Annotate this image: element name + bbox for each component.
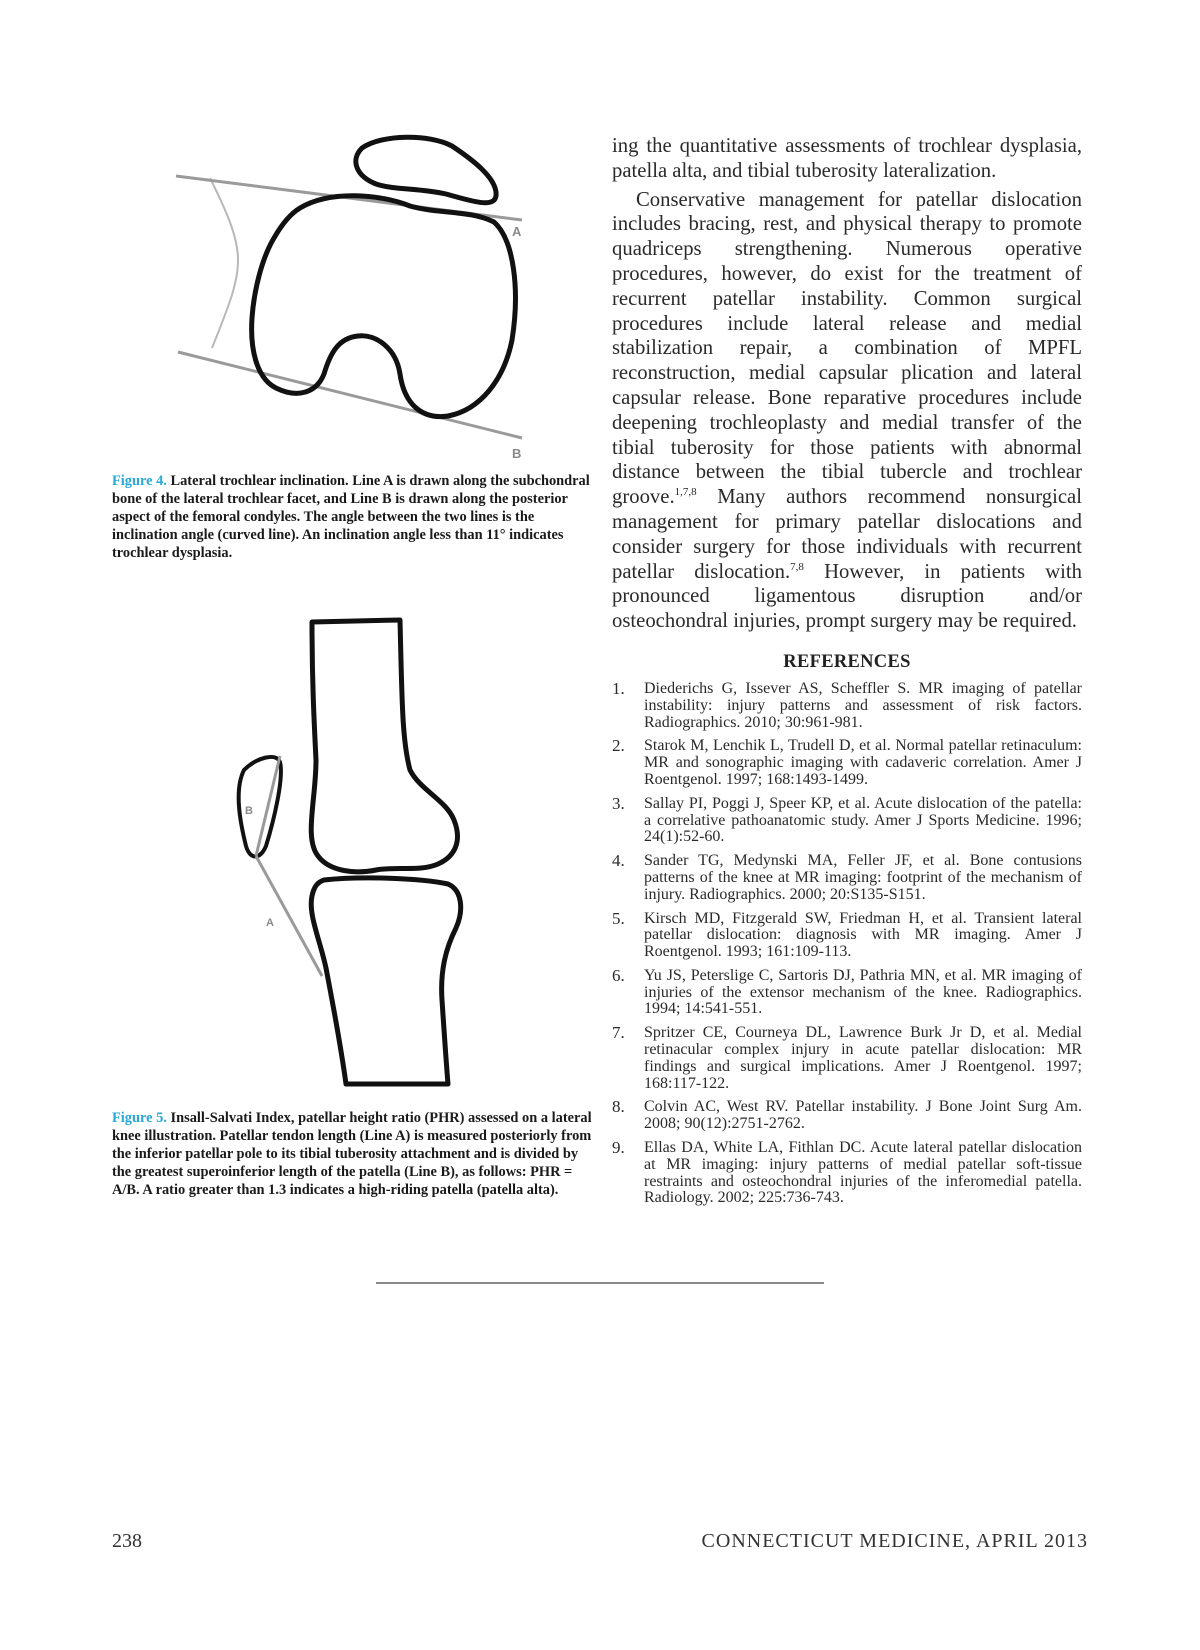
reference-text: Sander TG, Medynski MA, Feller JF, et al. Bone contusions patterns of the knee at MR imaging: footprint of the mechanism of injury. Radiographics. 2000; 20:S135-S151. [644,852,1082,903]
line-a-label: A [512,224,522,239]
reference-number: 6. [612,965,625,985]
reference-number: 3. [612,793,625,813]
reference-text: Sallay PI, Poggi J, Speer KP, et al. Acute dislocation of the patella: a correlative pathoanatomic study. Amer J Sports Medicine. 1996; 24(1):52-60. [644,794,1082,846]
body-paragraph-2-part-1: Conservative management for patellar dislocation includes bracing, rest, and physical therapy to promote quadriceps strengthening. Numerous operative procedures, however, do exist for the treatment of recurrent patellar instability. Common surgical procedures include lateral release and medial stabilization repair, a combination of MPFL reconstruction, medial capsular plication and lateral capsular release. Bone reparative procedures include deepening trochleoplasty and medial transfer of the tibial tuberosity for those patients with abnormal distance between the tibial tubercle and trochlear groove. [612,188,1082,509]
right-column [612,134,1082,1214]
reference-number: 1. [612,678,625,698]
reference-number: 2. [612,736,625,756]
reference-number: 4. [612,851,625,871]
patella-outline [356,137,496,203]
reference-text: Spritzer CE, Courneya DL, Lawrence Burk Jr D, et al. Medial retinacular complex injury in acute patellar dislocation: MR findings and surgical implications. Amer J Roentgenol. 1997; 168:117-122. [644,1024,1082,1092]
femoral-condyles-outline [252,196,516,417]
line-b-label: B [512,446,522,461]
femur-outline [311,620,457,872]
reference-item [612,793,1082,846]
reference-number: 8. [612,1097,625,1117]
inclination-angle-curve [210,178,238,348]
reference-text: Yu JS, Peterslige C, Sartoris DJ, Pathria MN, et al. MR imaging of injuries of the extensor mechanism of the knee. Radiographics. 1994; 14:541-551. [644,966,1082,1018]
line-b [178,352,522,438]
line-b-label: B [245,805,253,817]
reference-item [612,1099,1082,1133]
figure-5-caption-text: Insall-Salvati Index, patellar height ratio (PHR) assessed on a lateral knee illustration. Patellar tendon length (Line A) is measured posteriorly from the inferior patellar pole to its tibial tuberosity attachment and is divided by the greatest superoinferior length of the patella (Line B), as follows: PHR = A/B. A ratio greater than 1.3 indicates a high-riding patella (patella alta). [112,1110,592,1198]
citation-superscript-1: 1,7,8 [674,486,697,499]
body-paragraph-2-part-2: Many authors recommend nonsurgical management for primary patellar dislocations and consider surgery for those individuals with recurrent patellar dislocation. [612,486,1082,583]
figure-4-label: Figure 4. [112,473,167,489]
line-a-label: A [266,917,274,929]
figure-5-caption [112,1109,592,1199]
figure-4-caption [112,472,592,562]
reference-text: Colvin AC, West RV. Patellar instability. J Bone Joint Surg Am. 2008; 90(12):2751-2762. [644,1098,1082,1133]
reference-number: 7. [612,1023,625,1043]
body-paragraph-1: ing the quantitative assessments of trochlear dysplasia, patella alta, and tibial tuberosity lateralization. [612,135,1082,182]
figure-4-caption-text: Lateral trochlear inclination. Line A is drawn along the subchondral bone of the lateral trochlear facet, and Line B is drawn along the posterior aspect of the femoral condyles. The angle between the two lines is the inclination angle (curved line). An inclination angle less than 11° indicates trochlear dysplasia. [112,473,590,561]
reference-item [612,908,1082,961]
reference-item [612,678,1082,731]
reference-item [612,1140,1082,1207]
citation-superscript-2: 7,8 [790,560,804,573]
reference-number: 5. [612,908,625,928]
journal-footer: CONNECTICUT MEDICINE, APRIL 2013 [701,1530,1088,1552]
references-list [612,678,1082,1207]
reference-number: 9. [612,1138,625,1158]
reference-text: Starok M, Lenchik L, Trudell D, et al. Normal patellar retinaculum: MR and sonographic imaging with cadaveric correlation. Amer J Roentgenol. 1997; 168:1493-1499. [644,737,1082,788]
body-paragraph-2-part-3: However, in patients with pronounced ligamentous disruption and/or osteochondral injuries, prompt surgery may be required. [612,560,1082,633]
body-paragraph-2 [612,188,1082,634]
section-divider [376,1282,824,1284]
reference-text: Diederichs G, Issever AS, Scheffler S. MR imaging of patellar instability: injury patterns and assessment of risk factors. Radiographics. 2010; 30:961-981. [644,679,1082,731]
references-heading: REFERENCES [783,651,911,672]
reference-text: Kirsch MD, Fitzgerald SW, Friedman H, et al. Transient lateral patellar dislocation: diagnosis with MR imaging. Amer J Roentgenol. 1993; 161:109-113. [644,909,1082,961]
tibia-outline [311,878,460,1084]
page-number: 238 [112,1530,142,1552]
reference-item [612,738,1082,788]
reference-item [612,853,1082,903]
reference-item [612,965,1082,1018]
figure-5-label: Figure 5. [112,1110,167,1126]
figure-5-illustration [225,615,495,1095]
reference-item [612,1025,1082,1092]
reference-text: Ellas DA, White LA, Fithlan DC. Acute lateral patellar dislocation at MR imaging: injury patterns of medial patellar soft-tissue restraints and osteochondral injuries of the inferomedial patella. Radiology. 2002; 225:736-743. [644,1139,1082,1207]
figure-4-illustration [170,125,540,470]
